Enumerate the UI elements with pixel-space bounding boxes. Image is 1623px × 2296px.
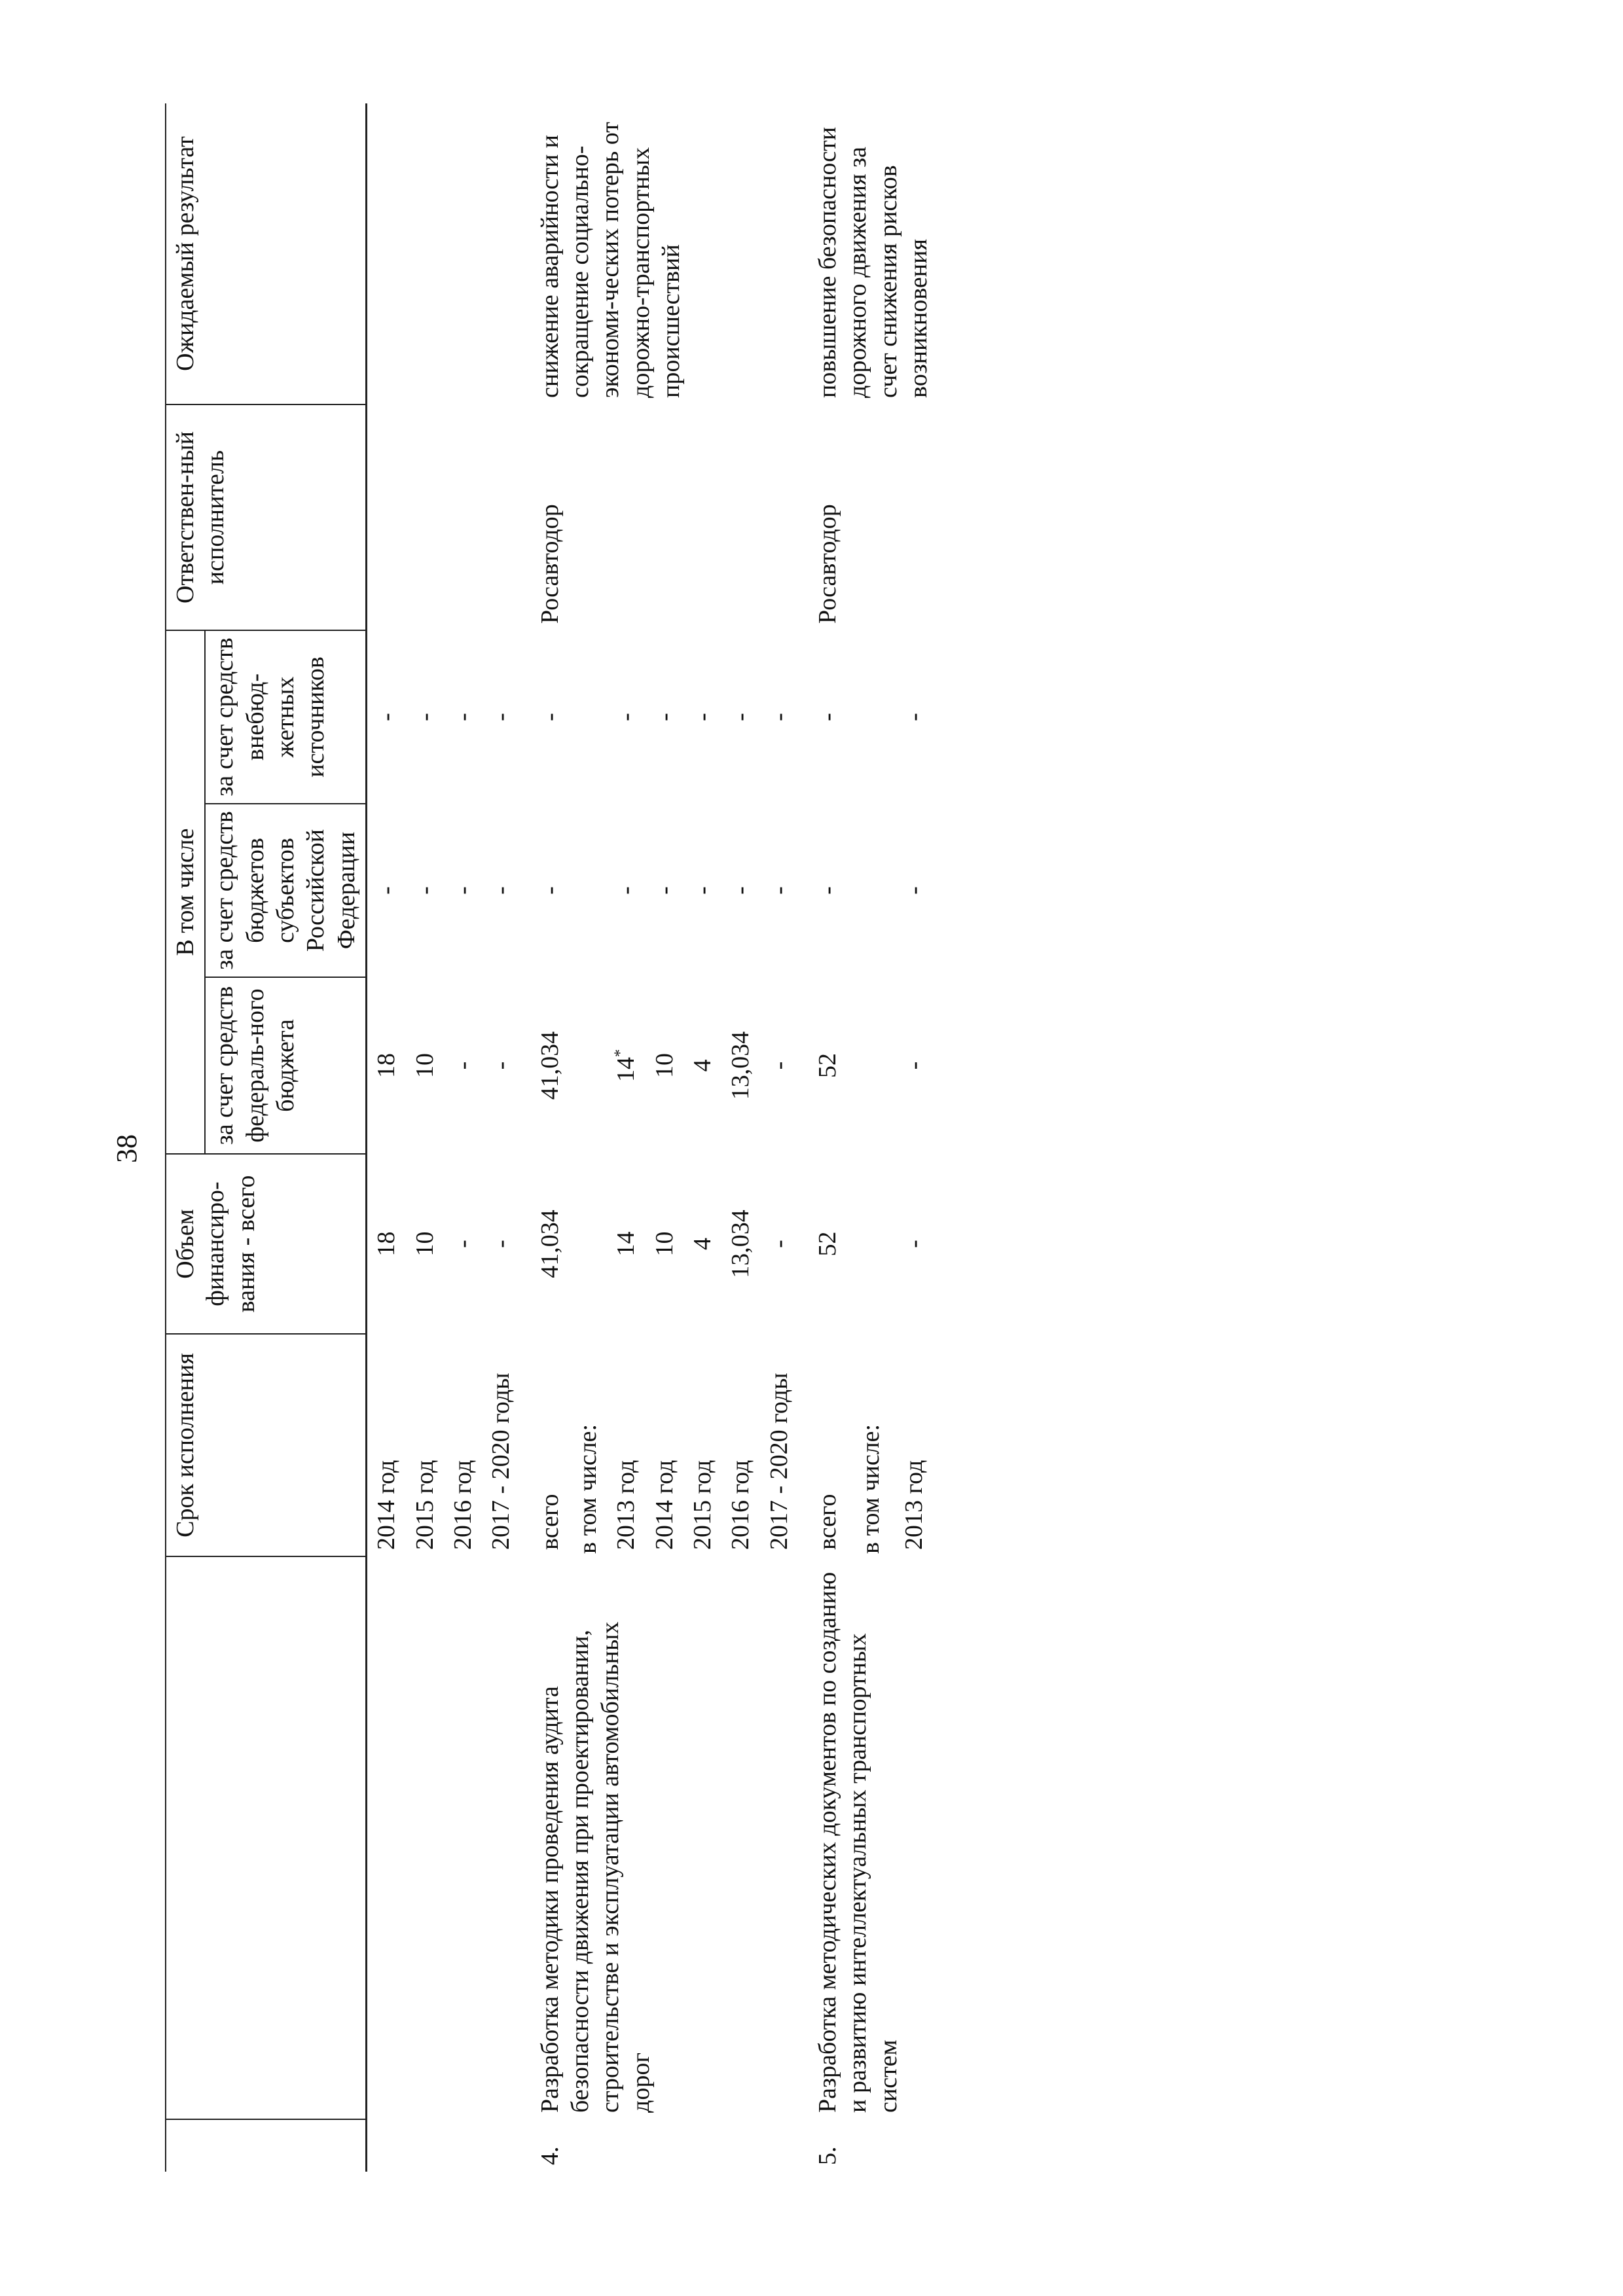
regional-cell: - [373,886,401,895]
regional-cell: - [727,886,755,895]
table-row [531,103,569,2172]
extrabudget-cell: - [814,713,842,721]
header-term: Срок исполнения [166,1334,367,1556]
header-extrabudget: за счет средств внебюд-жетных источников [205,630,366,804]
page-number: 38 [111,1134,143,1163]
federal-cell: 13,034 [727,1031,755,1100]
table-row [809,103,852,2172]
extrabudget-cell: - [650,713,678,721]
total-cell: - [765,1240,793,1248]
table-row [406,103,444,2172]
extrabudget-cell: - [612,713,640,721]
total-cell: - [487,1240,515,1248]
extrabudget-cell: - [487,713,515,721]
regional-cell: - [765,886,793,895]
program-measures-table [165,103,938,2172]
header-federal: за счет средств федераль-ного бюджета [205,977,366,1154]
header-name-cell [166,1556,367,2119]
federal-cell: 10 [410,1053,439,1078]
total-cell: 10 [650,1231,678,1257]
item5-name: Разработка методических документов по созданию и развитию интеллектуальных транспортных систем [814,1571,902,2113]
term-cell: 2016 год [727,1460,755,1550]
federal-cell: 10 [650,1053,678,1078]
table-row [367,103,406,2172]
total-cell: 52 [814,1231,842,1257]
regional-cell: - [900,886,928,895]
federal-cell: - [765,1061,793,1070]
term-cell: всего [814,1494,842,1550]
row-spacer [520,103,531,2172]
extrabudget-cell: - [448,713,477,721]
header-volume: Объем финансиро-вания - всего [166,1154,367,1334]
header-including: В том числе [166,630,205,1154]
item4-executor: Росавтодор [536,504,564,624]
extrabudget-cell: - [536,713,564,721]
term-cell: 2013 год [900,1460,928,1550]
regional-cell: - [612,886,640,895]
including-label: в том числе: [856,1424,884,1554]
federal-cell: - [448,1061,477,1070]
federal-cell: - [487,1061,515,1070]
regional-cell: - [814,886,842,895]
term-cell: всего [536,1494,564,1550]
footnote-mark: * [611,1049,629,1057]
table-row [444,103,482,2172]
item4-name: Разработка методики проведения аудита безопасности движения при проектировании, строительстве и эксплуатации автомобильных дорог [536,1621,655,2113]
total-cell: - [448,1240,477,1248]
total-cell: 14 [612,1231,640,1257]
total-cell: 41,034 [536,1210,564,1278]
federal-cell [607,977,645,1154]
total-cell: - [900,1240,928,1248]
federal-cell: - [900,1061,928,1070]
header-result: Ожидаемый результат [166,103,367,404]
item4-result: снижение аварийности и сокращение социально-экономи-ческих потерь от дорожно-транспортных происшествий [536,122,685,398]
extrabudget-cell: - [727,713,755,721]
item5-result: повышение безопасности дорожного движения за счет снижения рисков возникновения [814,126,933,398]
table-header-row-1 [166,103,205,2172]
regional-cell: - [689,886,717,895]
row-spacer [798,103,809,2172]
table-row [482,103,520,2172]
term-cell: 2016 год [448,1460,477,1550]
header-executor: Ответствен-ный исполнитель [166,404,367,630]
extrabudget-cell: - [765,713,793,721]
total-cell: 18 [373,1231,401,1257]
including-label: в том числе: [574,1424,602,1554]
federal-cell: 4 [689,1059,717,1072]
extrabudget-cell: - [373,713,401,721]
term-cell: 2015 год [410,1460,439,1550]
item4-number: 4. [536,2146,564,2165]
term-cell: 2014 год [650,1460,678,1550]
total-cell: 4 [689,1238,717,1250]
regional-cell: - [410,886,439,895]
total-cell: 10 [410,1231,439,1257]
term-cell: 2017 - 2020 годы [487,1372,515,1550]
item5-number: 5. [814,2146,842,2165]
term-cell: 2015 год [689,1460,717,1550]
regional-cell: - [536,886,564,895]
extrabudget-cell: - [410,713,439,721]
regional-cell: - [448,886,477,895]
federal-cell: 52 [814,1053,842,1078]
regional-cell: - [487,886,515,895]
term-cell: 2017 - 2020 годы [765,1372,793,1550]
extrabudget-cell: - [900,713,928,721]
federal-cell: 18 [373,1053,401,1078]
federal-cell: 41,034 [536,1031,564,1100]
item5-executor: Росавтодор [814,504,842,624]
extrabudget-cell: - [689,713,717,721]
federal-value: 14 [612,1057,640,1082]
term-cell: 2013 год [612,1460,640,1550]
regional-cell: - [650,886,678,895]
header-number-cell [166,2119,367,2172]
total-cell: 13,034 [727,1210,755,1278]
header-regional: за счет средств бюджетов субъектов Российской Федерации [205,804,366,977]
term-cell: 2014 год [373,1460,401,1550]
